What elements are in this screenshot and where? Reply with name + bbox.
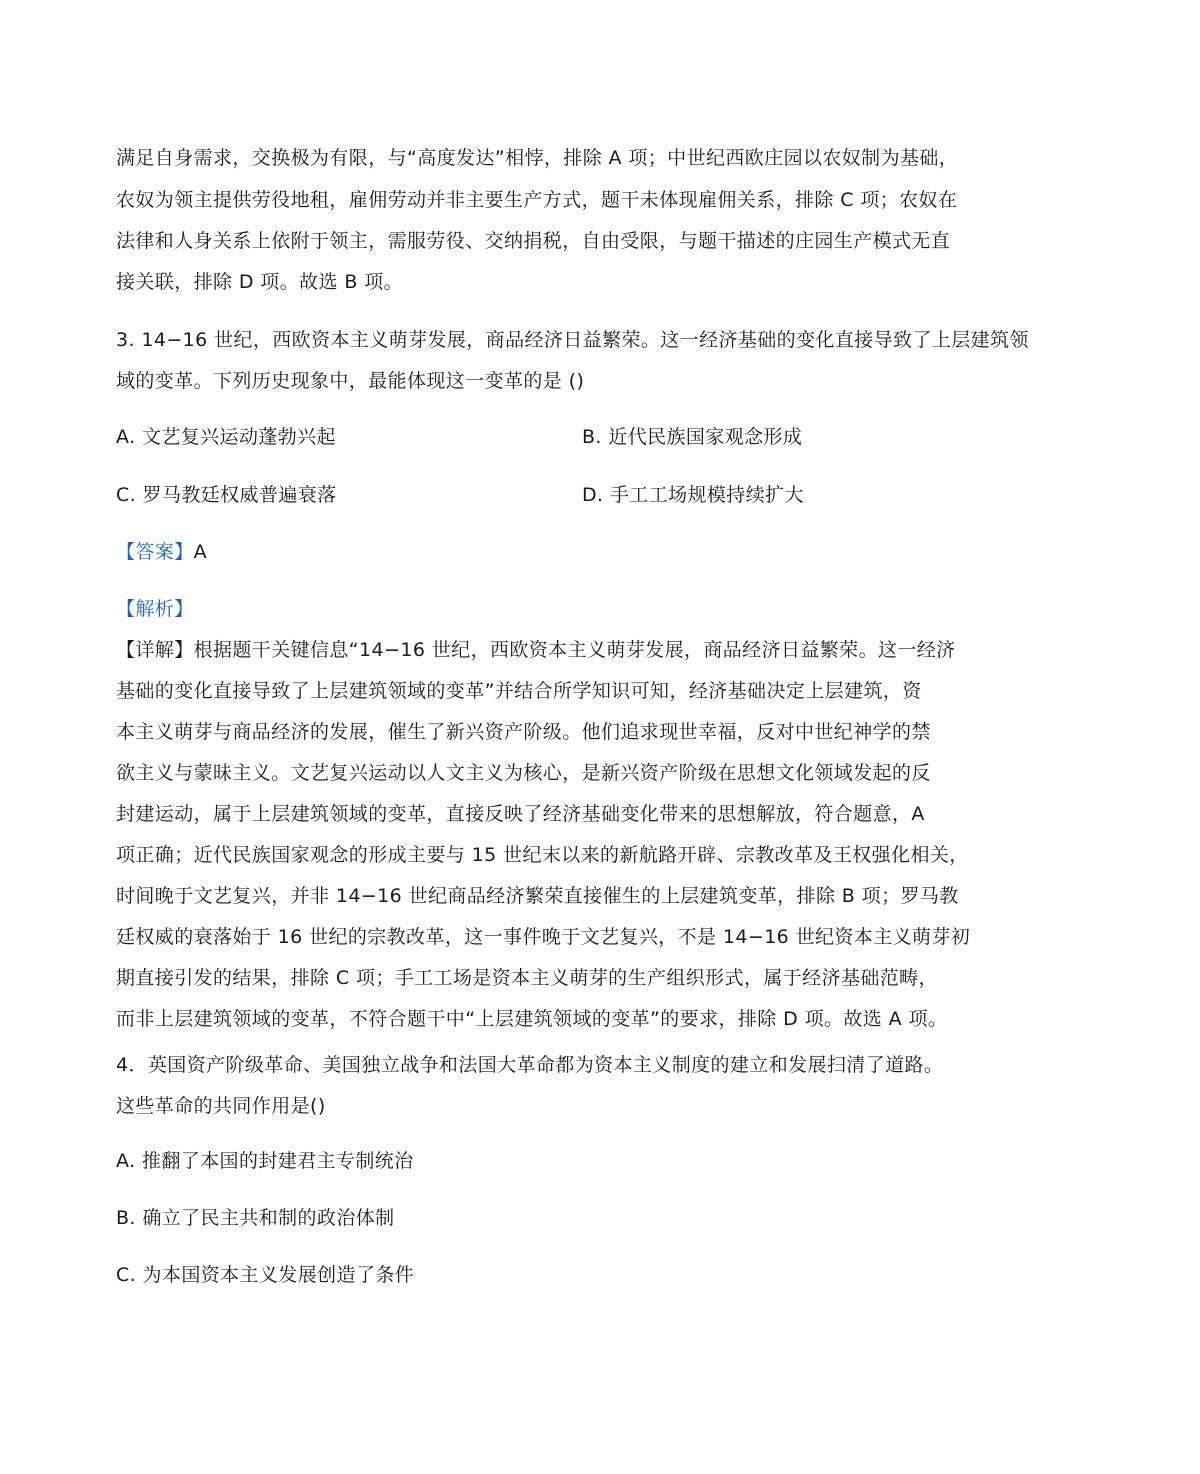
q3-option-d: D. 手工工场规模持续扩大 (582, 484, 804, 506)
prev-explanation-line: 法律和人身关系上依附于领主，需服劳役、交纳捐税，自由受限，与题干描述的庄园生产模式无直 (116, 230, 951, 252)
q3-detail-line: 项正确；近代民族国家观念的形成主要与 15 世纪末以来的新航路开辟、宗教改革及王权强化相关， (116, 844, 969, 866)
q3-analysis-heading (116, 596, 194, 622)
q3-detail-line: 基础的变化直接导致了上层建筑领域的变革”并结合所学知识可知，经济基础决定上层建筑，资 (116, 680, 922, 702)
q4-stem-line: 这些革命的共同作用是() (116, 1095, 326, 1117)
q4-stem-line: 4．英国资产阶级革命、美国独立战争和法国大革命都为资本主义制度的建立和发展扫清了道路。 (116, 1054, 944, 1076)
q3-detail-line: 廷权威的衰落始于 16 世纪的宗教改革，这一事件晚于文艺复兴，不是 14−16 世纪资本主义萌芽初 (116, 926, 971, 948)
answer-value: A (193, 541, 208, 563)
q3-stem-line: 3. 14−16 世纪，西欧资本主义萌芽发展，商品经济日益繁荣。这一经济基础的变化直接导致了上层建筑领 (116, 329, 1029, 351)
q3-detail-line: 封建运动，属于上层建筑领域的变革，直接反映了经济基础变化带来的思想解放，符合题意，A (116, 803, 925, 825)
q3-detail-line (116, 637, 956, 663)
q4-option-a: A. 推翻了本国的封建君主专制统治 (116, 1150, 414, 1172)
q4-option-c: C. 为本国资本主义发展创造了条件 (116, 1264, 415, 1286)
q3-answer (116, 539, 207, 565)
q3-option-a: A. 文艺复兴运动蓬勃兴起 (116, 426, 336, 448)
q3-option-c: C. 罗马教廷权威普遍衰落 (116, 484, 337, 506)
q3-detail-line: 而非上层建筑领域的变革，不符合题干中“上层建筑领域的变革”的要求，排除 D 项。故选 A 项。 (116, 1008, 948, 1030)
answer-tag: 【答案】 (116, 541, 194, 563)
analysis-tag: 【解析】 (116, 598, 194, 620)
detail-text: 根据题干关键信息“14−16 世纪，西欧资本主义萌芽发展，商品经济日益繁荣。这一经济 (193, 639, 956, 661)
prev-explanation-line: 接关联，排除 D 项。故选 B 项。 (116, 271, 404, 293)
prev-explanation-line: 满足自身需求，交换极为有限，与“高度发达”相悖，排除 A 项；中世纪西欧庄园以农奴制为基础， (116, 147, 959, 169)
q3-option-b: B. 近代民族国家观念形成 (582, 426, 803, 448)
detail-tag: 【详解】 (116, 639, 194, 661)
q4-option-b: B. 确立了民主共和制的政治体制 (116, 1207, 395, 1229)
prev-explanation-line: 农奴为领主提供劳役地租，雇佣劳动并非主要生产方式，题干未体现雇佣关系，排除 C 项；农奴在 (116, 189, 958, 211)
q3-detail-line: 时间晚于文艺复兴，并非 14−16 世纪商品经济繁荣直接催生的上层建筑变革，排除 B 项；罗马教 (116, 885, 959, 907)
q3-detail-line: 欲主义与蒙昧主义。文艺复兴运动以人文主义为核心，是新兴资产阶级在思想文化领域发起的反 (116, 762, 931, 784)
q3-stem-line: 域的变革。下列历史现象中，最能体现这一变革的是 () (116, 370, 585, 392)
q3-detail-line: 期直接引发的结果，排除 C 项；手工工场是资本主义萌芽的生产组织形式，属于经济基础范畴， (116, 967, 938, 989)
q3-detail-line: 本主义萌芽与商品经济的发展，催生了新兴资产阶级。他们追求现世幸福，反对中世纪神学的禁 (116, 721, 931, 743)
